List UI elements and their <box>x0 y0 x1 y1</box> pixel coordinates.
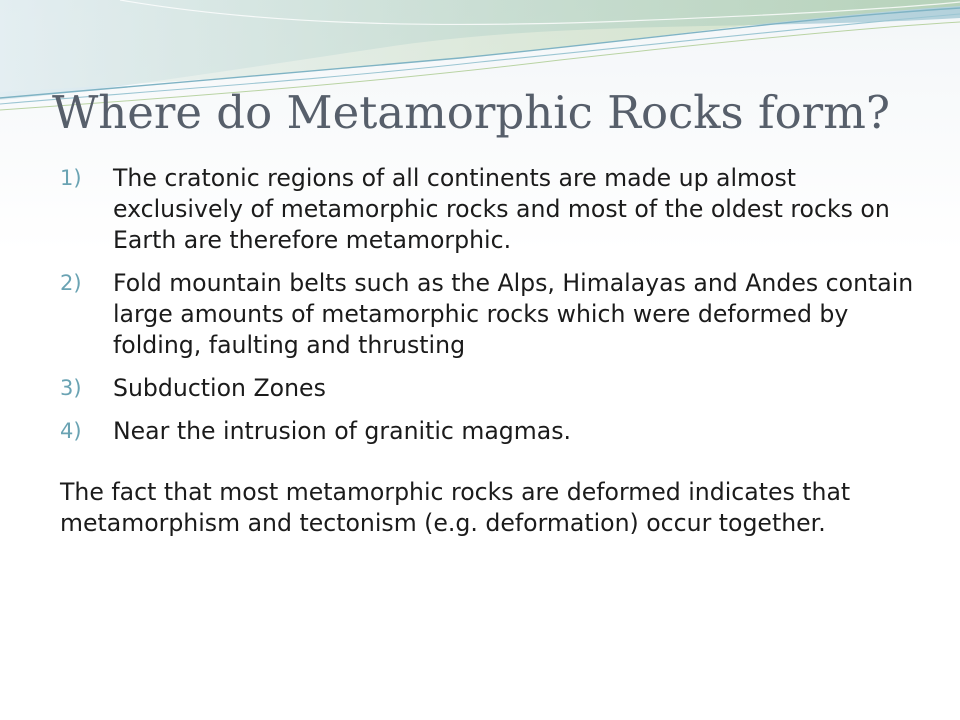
list-item-text: Fold mountain belts such as the Alps, Himalayas and Andes contain large amounts of metamorphic rocks which were deformed by folding, faulting and thrusting <box>113 269 914 359</box>
list-item <box>60 373 920 404</box>
list-item-text: The cratonic regions of all continents are made up almost exclusively of metamorphic rocks and most of the oldest rocks on Earth are therefore metamorphic. <box>113 164 890 254</box>
numbered-list <box>60 163 920 447</box>
list-item-number: 4) <box>60 419 82 443</box>
slide-title: Where do Metamorphic Rocks form? <box>52 86 890 139</box>
list-item-number: 1) <box>60 166 82 190</box>
summary-paragraph: The fact that most metamorphic rocks are deformed indicates that metamorphism and tectonism (e.g. deformation) occur together. <box>60 478 851 537</box>
list-item-text: Subduction Zones <box>113 374 326 402</box>
list-item-number: 2) <box>60 271 82 295</box>
list-item-number: 3) <box>60 376 82 400</box>
list-item-text: Near the intrusion of granitic magmas. <box>113 417 572 445</box>
list-item <box>60 163 920 256</box>
slide-content <box>60 163 920 539</box>
list-item <box>60 268 920 361</box>
wave-band-front <box>0 0 960 92</box>
list-item <box>60 416 920 447</box>
